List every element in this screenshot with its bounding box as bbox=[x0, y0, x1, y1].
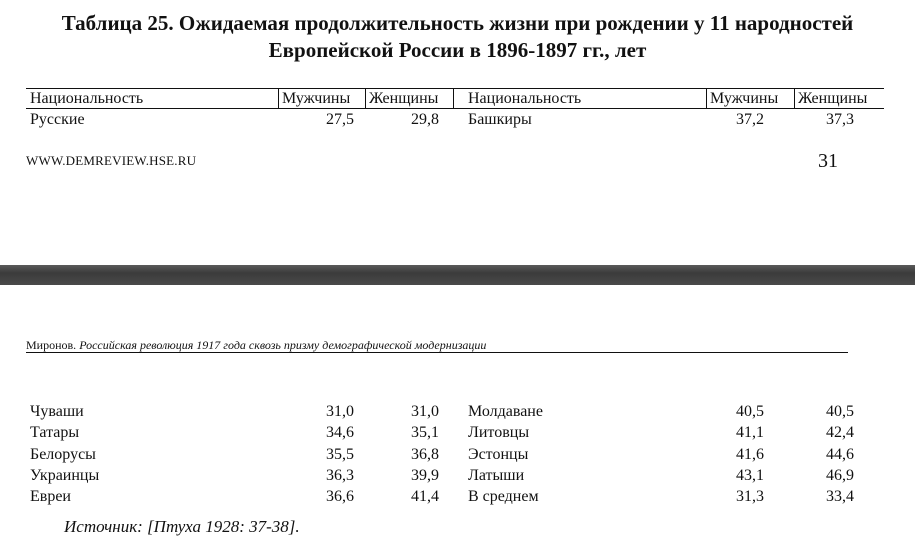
table-title-line1: Таблица 25. Ожидаемая продолжительность жизни при рождении у 11 народностей bbox=[61, 11, 854, 35]
row-women-right: 42,4 bbox=[826, 424, 854, 442]
source-note: Источник: [Птуха 1928: 37-38]. bbox=[64, 517, 300, 536]
row-women-left: 41,4 bbox=[411, 488, 439, 506]
row-name-right: Эстонцы bbox=[468, 445, 529, 463]
row-women-right: 40,5 bbox=[826, 403, 854, 420]
row-women-right: 37,3 bbox=[826, 111, 854, 128]
row-name-left: Белорусы bbox=[30, 445, 96, 463]
header-men-right: Мужчины bbox=[710, 90, 779, 107]
row-name-right: Литовцы bbox=[468, 424, 530, 442]
running-head-author: Миронов. bbox=[26, 338, 77, 352]
header-men-left: Мужчины bbox=[282, 90, 351, 107]
site-url: WWW.DEMREVIEW.HSE.RU bbox=[26, 153, 197, 168]
row-men-right: 40,5 bbox=[736, 403, 764, 420]
running-head bbox=[26, 338, 486, 353]
header-separator bbox=[794, 88, 795, 108]
header-separator bbox=[278, 88, 279, 108]
header-separator bbox=[365, 88, 366, 108]
running-head-work: Российская революция 1917 года сквозь призму демографической модернизации bbox=[79, 338, 487, 352]
row-men-left: 36,3 bbox=[326, 466, 354, 484]
row-men-right: 43,1 bbox=[736, 466, 764, 484]
row-men-right: 31,3 bbox=[736, 488, 764, 506]
row-women-left: 35,1 bbox=[411, 424, 439, 442]
row-men-right: 41,1 bbox=[736, 424, 764, 442]
header-women-left: Женщины bbox=[369, 90, 439, 107]
row-name-left: Евреи bbox=[30, 488, 71, 506]
row-women-left: 36,8 bbox=[411, 445, 439, 463]
row-name-right: Башкиры bbox=[468, 111, 532, 128]
header-nationality-right: Национальность bbox=[468, 90, 582, 107]
row-men-left: 34,6 bbox=[326, 424, 354, 442]
row-women-left: 29,8 bbox=[411, 111, 439, 128]
row-name-right: Латыши bbox=[468, 466, 525, 484]
row-name-left: Татары bbox=[30, 424, 80, 442]
row-women-right: 44,6 bbox=[826, 445, 854, 463]
row-men-left: 35,5 bbox=[326, 445, 354, 463]
row-men-left: 36,6 bbox=[326, 488, 354, 506]
row-women-left: 39,9 bbox=[411, 466, 439, 484]
row-women-left: 31,0 bbox=[411, 403, 439, 420]
header-separator bbox=[706, 88, 707, 108]
header-separator bbox=[453, 88, 454, 108]
page-number: 31 bbox=[818, 150, 838, 172]
header-women-right: Женщины bbox=[798, 90, 868, 107]
row-women-right: 46,9 bbox=[826, 466, 854, 484]
header-nationality-left: Национальность bbox=[30, 90, 144, 107]
row-name-right: Молдаване bbox=[468, 403, 543, 420]
row-name-left: Украинцы bbox=[30, 466, 100, 484]
row-men-left: 27,5 bbox=[326, 111, 354, 128]
row-name-left: Чуваши bbox=[30, 403, 84, 420]
table-title-line2: Европейской России в 1896-1897 гг., лет bbox=[268, 38, 647, 62]
row-men-right: 41,6 bbox=[736, 445, 764, 463]
row-men-left: 31,0 bbox=[326, 403, 354, 420]
row-men-right: 37,2 bbox=[736, 111, 764, 128]
row-name-left: Русские bbox=[30, 111, 85, 128]
row-women-right: 33,4 bbox=[826, 488, 854, 506]
table-title bbox=[0, 10, 915, 64]
page-break-divider bbox=[0, 265, 915, 285]
row-name-right: В среднем bbox=[468, 488, 539, 506]
running-head-rule bbox=[26, 352, 848, 353]
